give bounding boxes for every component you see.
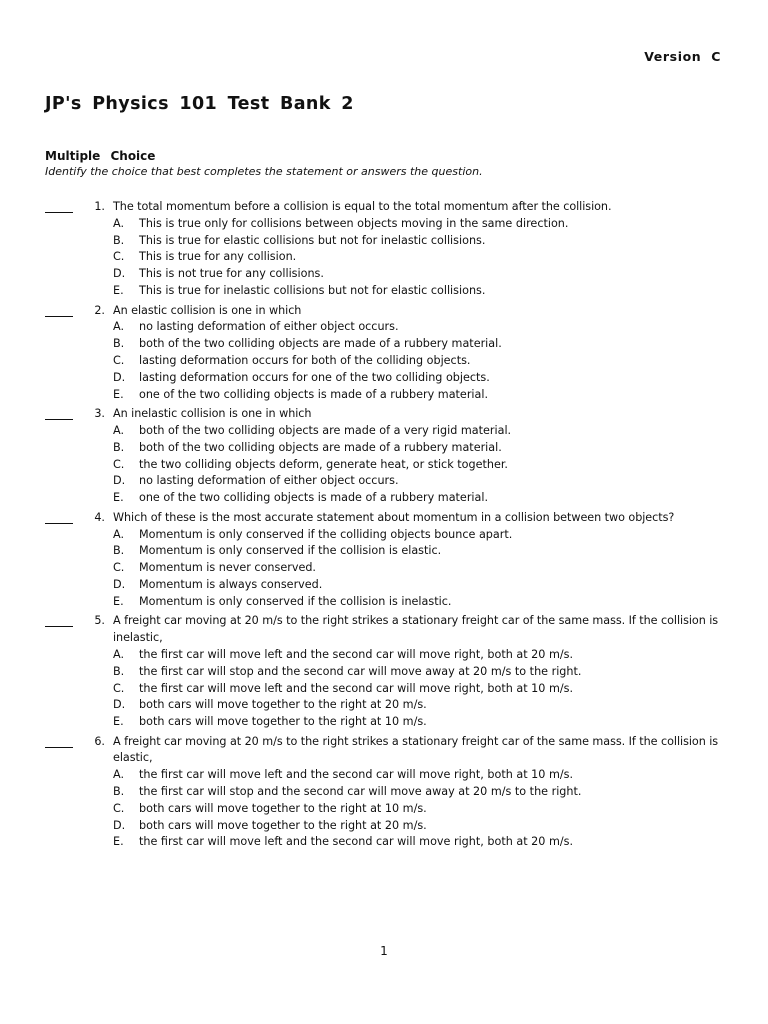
choice-b	[113, 664, 725, 681]
question-stem: Which of these is the most accurate statement about momentum in a collision between two objects?	[113, 510, 675, 524]
choice-a	[113, 647, 725, 664]
question-number: 2.	[94, 303, 105, 317]
choice-c	[113, 249, 725, 266]
question-body	[113, 199, 725, 300]
question-1	[45, 199, 725, 300]
choice-e	[113, 714, 725, 731]
choice-text: Momentum is always conserved.	[139, 577, 323, 591]
choice-letter: C.	[113, 457, 125, 471]
answer-blank[interactable]	[45, 613, 73, 627]
choice-text: both cars will move together to the right at 10 m/s.	[139, 715, 427, 729]
choice-letter: B.	[113, 664, 125, 678]
choice-text: the first car will stop and the second car will move away at 20 m/s to the right.	[139, 664, 582, 678]
section-heading: Multiple Choice	[45, 149, 156, 163]
question-body	[113, 613, 725, 731]
choice-text: both cars will move together to the right at 20 m/s.	[139, 818, 427, 832]
question-number: 6.	[94, 734, 105, 748]
choice-a	[113, 319, 725, 336]
question-body	[113, 734, 725, 852]
choice-text: both of the two colliding objects are made of a very rigid material.	[139, 423, 512, 437]
section-header	[45, 148, 725, 180]
choice-letter: E.	[113, 283, 124, 297]
question-number: 3.	[94, 407, 105, 421]
choice-e	[113, 834, 725, 851]
choice-letter: E.	[113, 835, 124, 849]
choice-e	[113, 594, 725, 611]
choice-text: one of the two colliding objects is made of a rubbery material.	[139, 387, 489, 401]
choice-b	[113, 440, 725, 457]
choice-letter: C.	[113, 801, 125, 815]
choice-letter: A.	[113, 216, 125, 230]
choice-text: This is true for inelastic collisions but not for elastic collisions.	[139, 283, 486, 297]
question-stem: An elastic collision is one in which	[113, 303, 302, 317]
choice-letter: D.	[113, 698, 126, 712]
choice-letter: A.	[113, 320, 125, 334]
choice-text: no lasting deformation of either object occurs.	[139, 474, 399, 488]
choice-c	[113, 560, 725, 577]
question-stem: An inelastic collision is one in which	[113, 407, 312, 421]
choice-letter: D.	[113, 267, 126, 281]
choice-letter: C.	[113, 561, 125, 575]
choice-text: This is true for elastic collisions but not for inelastic collisions.	[139, 233, 486, 247]
choice-text: Momentum is only conserved if the collision is inelastic.	[139, 594, 452, 608]
choice-letter: E.	[113, 715, 124, 729]
question-3	[45, 406, 725, 507]
choice-text: lasting deformation occurs for both of the colliding objects.	[139, 353, 471, 367]
choice-letter: C.	[113, 681, 125, 695]
choice-text: both of the two colliding objects are made of a rubbery material.	[139, 440, 502, 454]
choice-text: the first car will move left and the second car will move right, both at 20 m/s.	[139, 835, 573, 849]
question-2	[45, 303, 725, 404]
answer-blank[interactable]	[45, 510, 73, 524]
choice-e	[113, 490, 725, 507]
choice-letter: E.	[113, 491, 124, 505]
choice-b	[113, 336, 725, 353]
answer-blank[interactable]	[45, 734, 73, 748]
choice-b	[113, 543, 725, 560]
choice-d	[113, 818, 725, 835]
choice-letter: A.	[113, 768, 125, 782]
question-4	[45, 510, 725, 611]
choice-d	[113, 266, 725, 283]
answer-blank[interactable]	[45, 303, 73, 317]
choice-letter: B.	[113, 785, 125, 799]
question-number: 5.	[94, 614, 105, 628]
choice-d	[113, 473, 725, 490]
choice-text: lasting deformation occurs for one of the two colliding objects.	[139, 370, 490, 384]
choice-text: the first car will stop and the second car will move away at 20 m/s to the right.	[139, 785, 582, 799]
choice-letter: A.	[113, 527, 125, 541]
document-title: JP's Physics 101 Test Bank 2	[45, 94, 354, 114]
section-instructions: Identify the choice that best completes the statement or answers the question.	[45, 165, 483, 178]
choice-text: the first car will move left and the second car will move right, both at 20 m/s.	[139, 647, 573, 661]
choice-letter: B.	[113, 233, 125, 247]
choice-text: Momentum is only conserved if the collision is elastic.	[139, 544, 442, 558]
choice-letter: D.	[113, 577, 126, 591]
choice-text: the first car will move left and the second car will move right, both at 10 m/s.	[139, 681, 573, 695]
choice-letter: A.	[113, 647, 125, 661]
choice-a	[113, 216, 725, 233]
choice-text: This is true for any collision.	[139, 250, 297, 264]
question-body	[113, 510, 725, 611]
choice-a	[113, 767, 725, 784]
choice-text: no lasting deformation of either object occurs.	[139, 320, 399, 334]
choice-text: both cars will move together to the right at 10 m/s.	[139, 801, 427, 815]
choice-letter: C.	[113, 250, 125, 264]
choice-letter: B.	[113, 544, 125, 558]
question-6	[45, 734, 725, 852]
question-body	[113, 303, 725, 404]
choice-c	[113, 353, 725, 370]
choice-letter: D.	[113, 474, 126, 488]
choice-a	[113, 527, 725, 544]
answer-blank[interactable]	[45, 199, 73, 213]
question-number: 4.	[94, 510, 105, 524]
question-stem: A freight car moving at 20 m/s to the right strikes a stationary freight car of the same mass. If the collision is inelastic,	[113, 614, 719, 645]
version-label: Version C	[644, 49, 721, 64]
choice-a	[113, 423, 725, 440]
choice-b	[113, 233, 725, 250]
choice-d	[113, 577, 725, 594]
choice-c	[113, 457, 725, 474]
choice-b	[113, 784, 725, 801]
choice-letter: A.	[113, 423, 125, 437]
choice-text: the first car will move left and the second car will move right, both at 10 m/s.	[139, 768, 573, 782]
question-number: 1.	[94, 200, 105, 213]
choice-text: This is not true for any collisions.	[139, 267, 324, 281]
choice-text: both cars will move together to the right at 20 m/s.	[139, 698, 427, 712]
choice-letter: E.	[113, 594, 124, 608]
choice-d	[113, 370, 725, 387]
choice-text: both of the two colliding objects are made of a rubbery material.	[139, 337, 502, 351]
choice-c	[113, 681, 725, 698]
question-stem: A freight car moving at 20 m/s to the right strikes a stationary freight car of the same mass. If the collision is elastic,	[113, 734, 719, 765]
choice-e	[113, 283, 725, 300]
choice-text: This is true only for collisions between objects moving in the same direction.	[139, 216, 569, 230]
choice-letter: B.	[113, 440, 125, 454]
choice-c	[113, 801, 725, 818]
choice-d	[113, 697, 725, 714]
choice-text: Momentum is only conserved if the colliding objects bounce apart.	[139, 527, 513, 541]
question-5	[45, 613, 725, 731]
choice-text: one of the two colliding objects is made of a rubbery material.	[139, 491, 489, 505]
answer-blank[interactable]	[45, 406, 73, 420]
choice-letter: E.	[113, 387, 124, 401]
question-list	[45, 199, 725, 854]
choice-letter: C.	[113, 353, 125, 367]
choice-text: Momentum is never conserved.	[139, 561, 316, 575]
question-body	[113, 406, 725, 507]
question-stem: The total momentum before a collision is equal to the total momentum after the collision.	[113, 200, 612, 213]
choice-e	[113, 387, 725, 404]
page-number: 1	[380, 944, 388, 958]
choice-text: the two colliding objects deform, generate heat, or stick together.	[139, 457, 508, 471]
choice-letter: D.	[113, 370, 126, 384]
choice-letter: D.	[113, 818, 126, 832]
choice-letter: B.	[113, 337, 125, 351]
